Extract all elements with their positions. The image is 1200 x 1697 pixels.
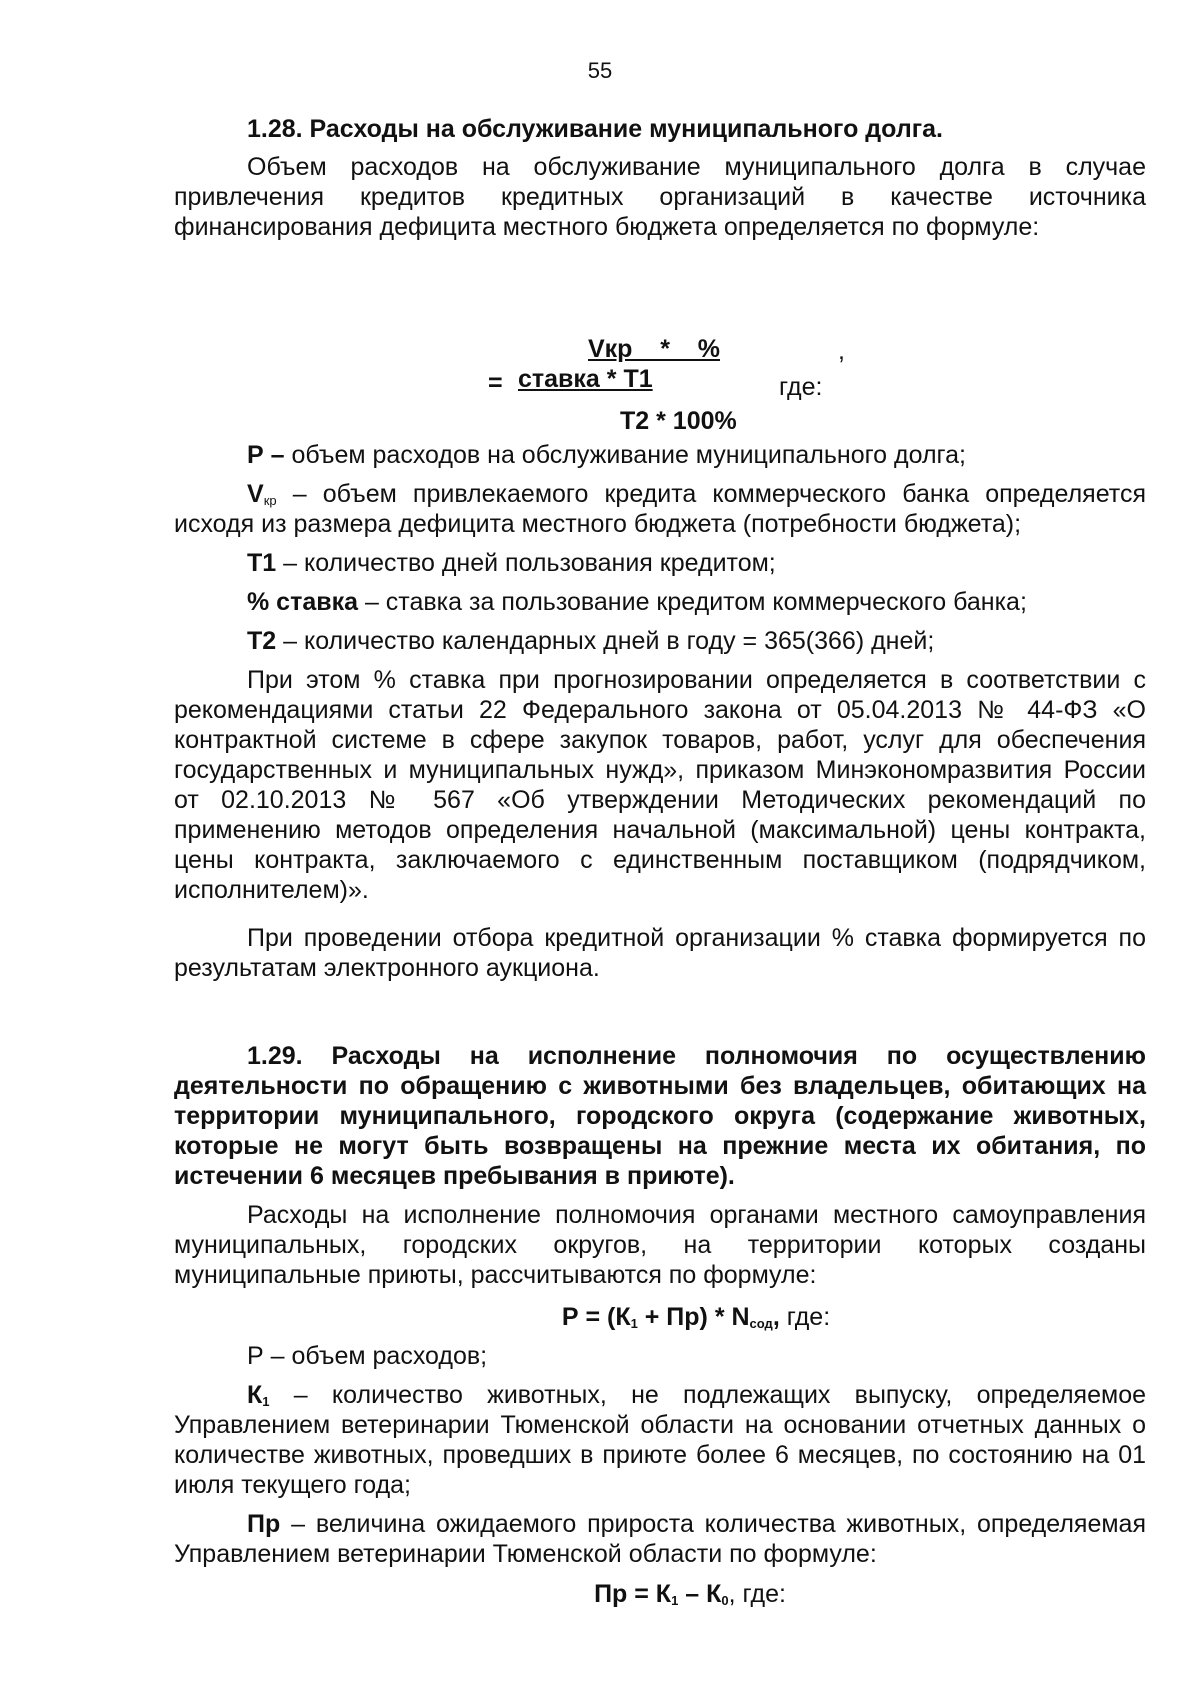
definition-p-expenses: Р – объем расходов;: [247, 1342, 488, 1370]
paragraph-rate-forecast: При этом % ставка при прогнозировании определяется в соответствии с рекомендациями статьи 22 Федерального закона от 05.04.2013 № 44-ФЗ «О контрактной системе в сфере закупок товаров, работ, услуг для обеспечения государственных и муниципальных нужд», приказом Минэкономразвития России от 02.10.2013 № 567 «Об утверждении Методических рекомендаций по применению методов определения начальной (максимальной) цены контракта, цены контракта, заключаемого с единственным поставщиком (подрядчиком, исполнителем)».: [174, 666, 1146, 904]
section-intro-1-28: Объем расходов на обслуживание муниципального долга в случае привлечения кредитов кредитных организаций в качестве источника финансирования дефицита местного бюджета определяется по формуле:: [174, 153, 1146, 241]
page-number: 55: [587, 58, 613, 83]
formula-denominator: Т2 * 100%: [620, 407, 737, 435]
paragraph-auction: При проведении отбора кредитной организации % ставка формируется по результатам электронного аукциона.: [174, 924, 1146, 982]
formula-growth: Пр = $К_1 - К_0$, где:: [594, 1580, 786, 1608]
formula-debt-service: [174, 334, 1146, 440]
definition-k1: $К_1$ – количество животных, не подлежащих выпуску, определяемое Управлением ветеринарии Тюменской области на основании отчетных данных о количестве животных, проведших в приюте более 6 месяцев, по состоянию на 01 июля текущего года;: [174, 1381, 1146, 1499]
definition-p: Р – объем расходов на обслуживание муниципального долга;: [247, 441, 966, 469]
section-heading-1-29: 1.29. Расходы на исполнение полномочия по осуществлению деятельности по обращению с животными без владельцев, обитающих на территории муниципального, городского округа (содержание животных, которые не могут быть возвращены на прежние места их обитания, по истечении 6 месяцев пребывания в приюте).: [174, 1042, 1146, 1190]
section-intro-1-29: Расходы на исполнение полномочия органами местного самоуправления муниципальных, городских округов, на территории которых созданы муниципальные приюты, рассчитываются по формуле:: [174, 1201, 1146, 1289]
formula-rate-term: ставка * Т1: [518, 365, 653, 393]
formula-animal-expenses: $Р = (К_1 + Пр) * N_{сод}$, где:: [561, 1303, 831, 1331]
formula-comma: ,: [838, 337, 845, 365]
definition-t2: Т2 – количество календарных дней в году = 365(366) дней;: [247, 627, 935, 655]
formula-equals: =: [488, 369, 503, 397]
document-body: [174, 114, 1146, 1609]
formula-numerator: Vкр * %: [588, 335, 720, 363]
definition-t1: Т1 – количество дней пользования кредитом;: [247, 549, 776, 577]
definition-vkr: $V_{кр}$ – объем привлекаемого кредита коммерческого банка определяется исходя из размера дефицита местного бюджета (потребности бюджета);: [174, 480, 1146, 538]
definition-rate: % ставка – ставка за пользование кредитом коммерческого банка;: [247, 588, 1027, 616]
formula-where: где:: [779, 373, 823, 401]
definition-pr: Пр – величина ожидаемого прироста количества животных, определяемая Управлением ветеринарии Тюменской области по формуле:: [174, 1510, 1146, 1568]
section-heading-1-28: 1.28. Расходы на обслуживание муниципального долга.: [247, 115, 943, 143]
